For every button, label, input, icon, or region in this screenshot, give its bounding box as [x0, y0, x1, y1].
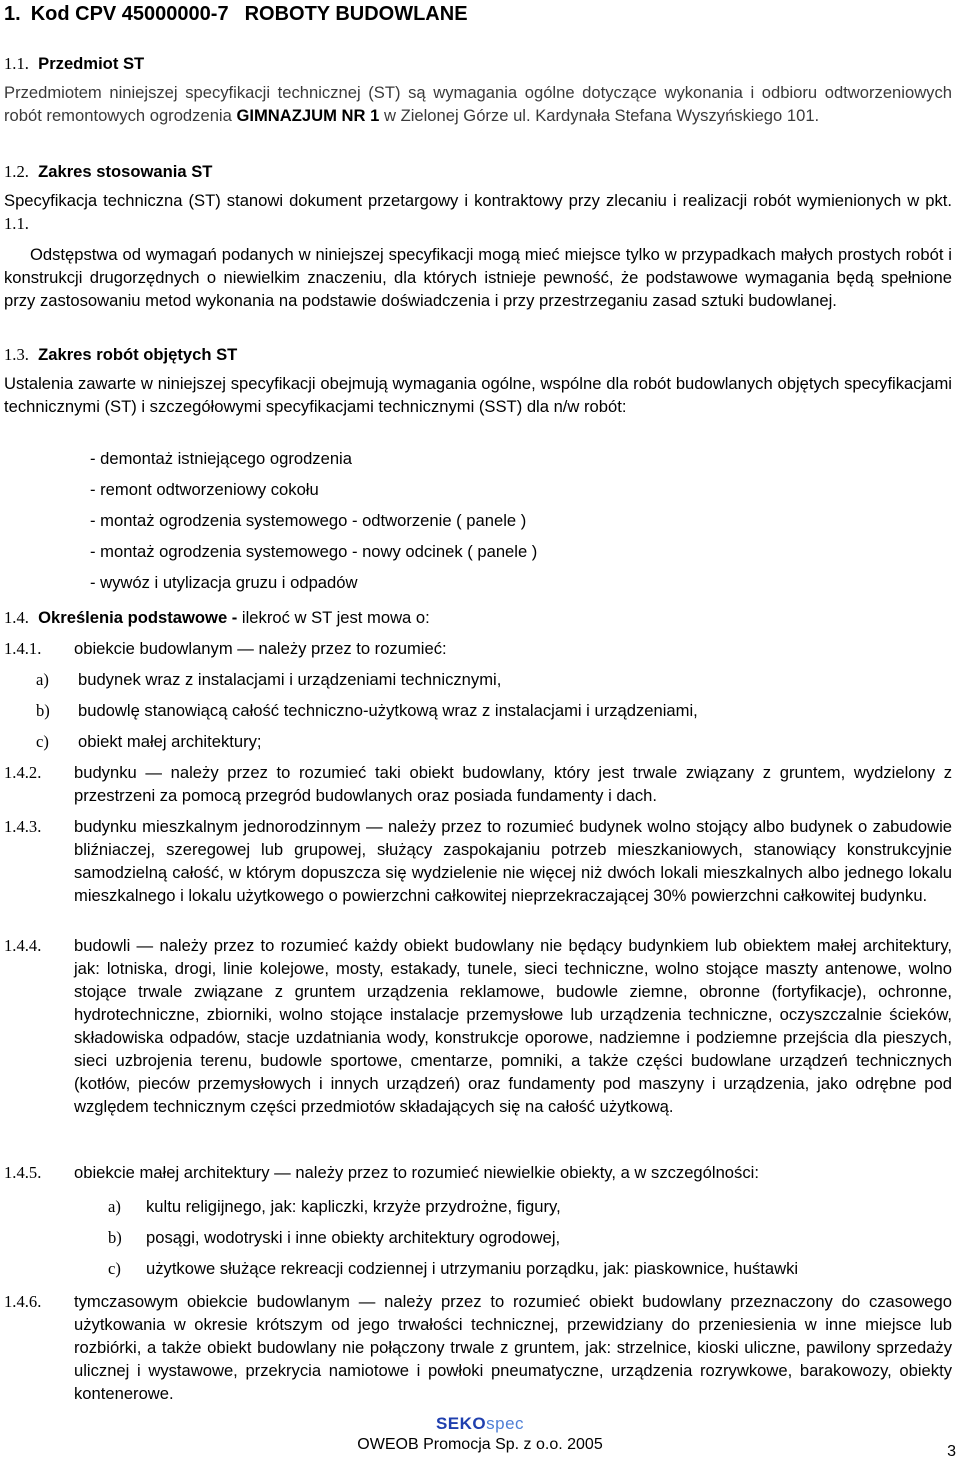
- section-title-text: ROBOTY BUDOWLANE: [244, 3, 468, 25]
- list-item: - remont odtworzeniowy cokołu: [90, 480, 319, 499]
- list-item: - montaż ogrodzenia systemowego - nowy odcinek ( panele ): [90, 542, 538, 561]
- list-item: - demontaż istniejącego ogrodzenia: [90, 449, 352, 468]
- section-title: [4, 2, 468, 26]
- logo-text-suffix: spec: [486, 1414, 525, 1433]
- footer-logo: [0, 1412, 960, 1435]
- footer-company: OWEOB Promocja Sp. z o.o. 2005: [357, 1436, 603, 1453]
- paragraph-1-1: Przedmiotem niniejszej specyfikacji technicznej (ST) są wymagania ogólne dotyczące wykonania i odbioru odtworzeniowych robót remontowych ogrodzenia GIMNAZJUM NR 1 w Zielonej Górze ul. Kardynała Stefana Wyszyńskiego 101.: [4, 83, 952, 125]
- paragraph-1-2-a: Specyfikacja techniczna (ST) stanowi dokument przetargowy i kontraktowy przy zlecaniu i realizacji robót wymienionych w pkt. 1.1.: [4, 191, 952, 233]
- subsection-heading-1-4: 1.4. Określenia podstawowe - ilekroć w ST jest mowa o:: [4, 608, 430, 627]
- list-item: - wywóz i utylizacja gruzu i odpadów: [90, 573, 358, 592]
- page-number: 3: [947, 1443, 956, 1460]
- logo-text: SEKO: [435, 1414, 487, 1433]
- subsection-heading-1-3: 1.3. Zakres robót objętych ST: [4, 345, 238, 364]
- cpv-code: Kod CPV 45000000-7: [30, 3, 229, 25]
- paragraph-1-2-b: Odstępstwa od wymagań podanych w niniejszej specyfikacji mogą mieć miejsce tylko w przypadkach małych prostych robót i konstrukcji drugorzędnych o niewielkim znaczeniu, dla których istnieje pewność, że podstawowe wymagania będą spełnione przy zastosowaniu metod wykonania na podstawie doświadczenia i przy przestrzeganiu zasad sztuki budowlanej.: [4, 245, 952, 310]
- section-number: 1.: [4, 3, 21, 25]
- paragraph-1-3: Ustalenia zawarte w niniejszej specyfikacji obejmują wymagania ogólne, wspólne dla robót budowlanych objętych specyfikacjami technicznymi (ST) i szczegółowymi specyfikacjami technicznymi (SST) dla n/w robót:: [4, 374, 952, 416]
- list-item: - montaż ogrodzenia systemowego - odtworzenie ( panele ): [90, 511, 527, 530]
- subsection-heading-1-1: 1.1. Przedmiot ST: [4, 54, 145, 73]
- subsection-heading-1-2: 1.2. Zakres stosowania ST: [4, 162, 213, 181]
